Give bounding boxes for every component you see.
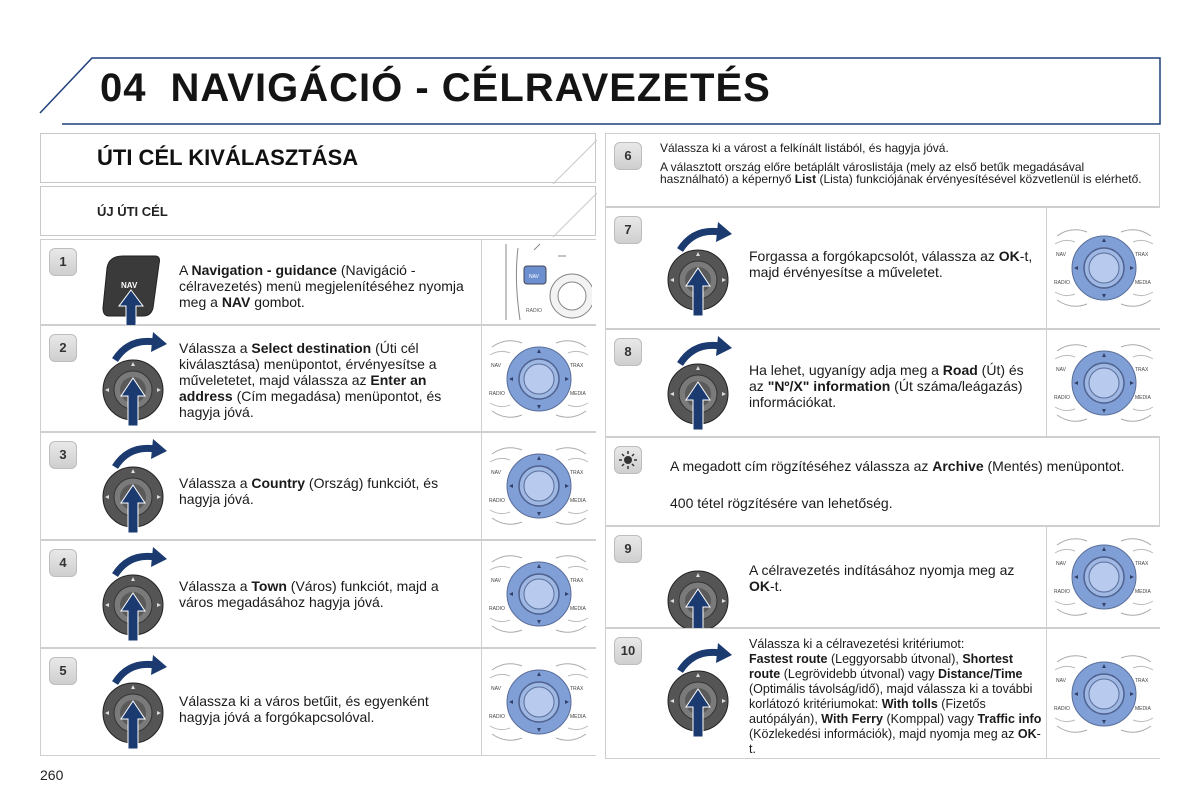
dial-illustration bbox=[1046, 629, 1160, 758]
step-6 bbox=[605, 133, 1160, 207]
svg-text:NAV: NAV bbox=[1056, 367, 1066, 373]
step-number-badge: 7 bbox=[614, 216, 642, 244]
svg-text:MEDIA: MEDIA bbox=[570, 498, 586, 504]
step-3 bbox=[40, 432, 596, 540]
rotary-knob-icon bbox=[664, 643, 744, 744]
section-subtitle: ÚJ ÚTI CÉL bbox=[97, 204, 168, 219]
step-text: Válassza ki a célravezetési kritériumot: Fastest route (Leggyorsabb útvonal), Shortest route (Legrövidebb útvonal) vagy Distance/Time (Optimális távolság/idő), majd válassza ki a további korlátozó kritériumokat: With tolls (Fizetős autópályán), With Ferry (Komppal) vagy Traffic info (Közlekedési információk), majd nyomja meg az OK-t. bbox=[749, 637, 1042, 756]
step-8 bbox=[605, 329, 1160, 437]
dial-illustration bbox=[481, 326, 596, 431]
step-number-badge: 8 bbox=[614, 338, 642, 366]
svg-text:TRAX: TRAX bbox=[570, 578, 584, 584]
step-text: Forgassa a forgókapcsolót, válassza az OK-t, majd érvényesítse a műveletet. bbox=[749, 248, 1033, 280]
step-number-badge: 4 bbox=[49, 549, 77, 577]
step-number-badge: 2 bbox=[49, 334, 77, 362]
section-title: ÚTI CÉL KIVÁLASZTÁSA bbox=[97, 145, 359, 170]
svg-text:RADIO: RADIO bbox=[1054, 395, 1070, 401]
svg-text:NAV: NAV bbox=[491, 578, 501, 584]
svg-text:NAV: NAV bbox=[1056, 252, 1066, 258]
svg-text:TRAX: TRAX bbox=[1135, 367, 1149, 373]
nav-button-press-icon bbox=[99, 250, 179, 331]
svg-text:RADIO: RADIO bbox=[1054, 589, 1070, 595]
tip-text: A megadott cím rögzítéséhez válassza az Archive (Mentés) menüpontot. bbox=[670, 458, 1125, 474]
step-1 bbox=[40, 239, 596, 325]
svg-text:RADIO: RADIO bbox=[489, 714, 505, 720]
rotary-knob-icon bbox=[99, 547, 179, 648]
rotary-knob-icon bbox=[99, 332, 179, 433]
dial-illustration bbox=[481, 541, 596, 647]
rotary-knob-icon bbox=[99, 655, 179, 756]
step-9 bbox=[605, 526, 1160, 628]
step-text: Válassza a Select destination (Úti cél kiválasztása) menüpontot, érvényesítse a műveletetet, majd válassza az Enter an address (Cím megadása) menüpontot, és hagyja jóvá. bbox=[179, 340, 442, 420]
svg-text:TRAX: TRAX bbox=[570, 470, 584, 476]
rotary-knob-icon bbox=[99, 439, 179, 540]
svg-text:NAV: NAV bbox=[121, 281, 138, 290]
svg-text:NAV: NAV bbox=[1056, 561, 1066, 567]
section-subtitle-box bbox=[40, 186, 596, 236]
svg-text:MEDIA: MEDIA bbox=[1135, 705, 1151, 712]
step-4 bbox=[40, 540, 596, 648]
svg-text:RADIO: RADIO bbox=[1054, 280, 1070, 286]
svg-text:NAV: NAV bbox=[491, 470, 501, 476]
svg-text:TRAX: TRAX bbox=[1135, 677, 1149, 684]
svg-text:RADIO: RADIO bbox=[1054, 705, 1070, 712]
svg-text:NAV: NAV bbox=[491, 686, 501, 692]
tip-text-detail: 400 tétel rögzítésére van lehetőség. bbox=[670, 495, 893, 511]
svg-text:TRAX: TRAX bbox=[1135, 561, 1149, 567]
svg-text:MEDIA: MEDIA bbox=[1135, 395, 1151, 401]
step-2 bbox=[40, 325, 596, 432]
step-number-badge: 9 bbox=[614, 535, 642, 563]
dial-illustration bbox=[1046, 527, 1160, 627]
tip-box bbox=[605, 437, 1160, 526]
chapter-header bbox=[0, 0, 1200, 140]
svg-text:RADIO: RADIO bbox=[489, 390, 505, 397]
step-number-badge: 3 bbox=[49, 441, 77, 469]
svg-text:RADIO: RADIO bbox=[489, 498, 505, 504]
svg-text:MEDIA: MEDIA bbox=[1135, 589, 1151, 595]
svg-text:RADIO: RADIO bbox=[489, 606, 505, 612]
step-7 bbox=[605, 207, 1160, 329]
svg-text:TRAX: TRAX bbox=[570, 686, 584, 692]
svg-text:MEDIA: MEDIA bbox=[570, 390, 586, 397]
step-number-badge: 6 bbox=[614, 142, 642, 170]
step-10 bbox=[605, 628, 1160, 759]
svg-text:RADIO: RADIO bbox=[526, 308, 542, 314]
step-text: Válassza ki a várost a felkínált listából, és hagyja jóvá. bbox=[660, 141, 949, 155]
svg-text:MEDIA: MEDIA bbox=[570, 606, 586, 612]
chapter-title-text: NAVIGÁCIÓ - CÉLRAVEZETÉS bbox=[170, 66, 771, 110]
step-text: Válassza a Town (Város) funkciót, majd a város megadásához hagyja jóvá. bbox=[179, 578, 439, 610]
svg-text:TRAX: TRAX bbox=[1135, 252, 1149, 258]
step-5 bbox=[40, 648, 596, 756]
dial-illustration bbox=[1046, 330, 1160, 436]
step-number-badge: 1 bbox=[49, 248, 77, 276]
svg-text:MEDIA: MEDIA bbox=[570, 714, 586, 720]
rotary-knob-icon bbox=[664, 222, 744, 323]
dial-illustration bbox=[1046, 208, 1160, 328]
step-text: A célravezetés indításához nyomja meg az OK-t. bbox=[749, 562, 1015, 594]
step-text: Válassza a Country (Ország) funkciót, és hagyja jóvá. bbox=[179, 475, 439, 507]
svg-text:NAV: NAV bbox=[491, 362, 501, 369]
step-text-detail: A választott ország előre betáplált városlistája (mely az első betűk megadásával használható) a képernyő List (Lista) funkciójának érvényesítésével közvetlenül is elérhető. bbox=[660, 160, 1142, 186]
svg-text:NAV: NAV bbox=[1056, 677, 1066, 684]
step-number-badge: 10 bbox=[614, 637, 642, 665]
chapter-title bbox=[100, 66, 771, 111]
dial-illustration bbox=[481, 433, 596, 539]
page-number: 260 bbox=[40, 767, 64, 783]
step-text: A Navigation - guidance (Navigáció - célravezetés) menü megjelenítéséhez nyomja meg a NAV gombot. bbox=[179, 262, 464, 310]
dial-illustration bbox=[481, 649, 596, 755]
section-title-box bbox=[40, 133, 596, 183]
rotary-knob-icon bbox=[664, 336, 744, 437]
svg-text:NAV: NAV bbox=[529, 274, 539, 280]
step-number-badge: 5 bbox=[49, 657, 77, 685]
step-text: Ha lehet, ugyanígy adja meg a Road (Út) és az "Nº/X" information (Út száma/leágazás) információkat. bbox=[749, 362, 1024, 410]
step-text: Válassza ki a város betűit, és egyenként hagyja jóvá a forgókapcsolóval. bbox=[179, 693, 429, 725]
svg-text:TRAX: TRAX bbox=[570, 362, 584, 369]
console-illustration bbox=[481, 240, 596, 324]
tip-icon bbox=[614, 446, 642, 474]
svg-text:MEDIA: MEDIA bbox=[1135, 280, 1151, 286]
chapter-number: 04 bbox=[100, 66, 147, 110]
